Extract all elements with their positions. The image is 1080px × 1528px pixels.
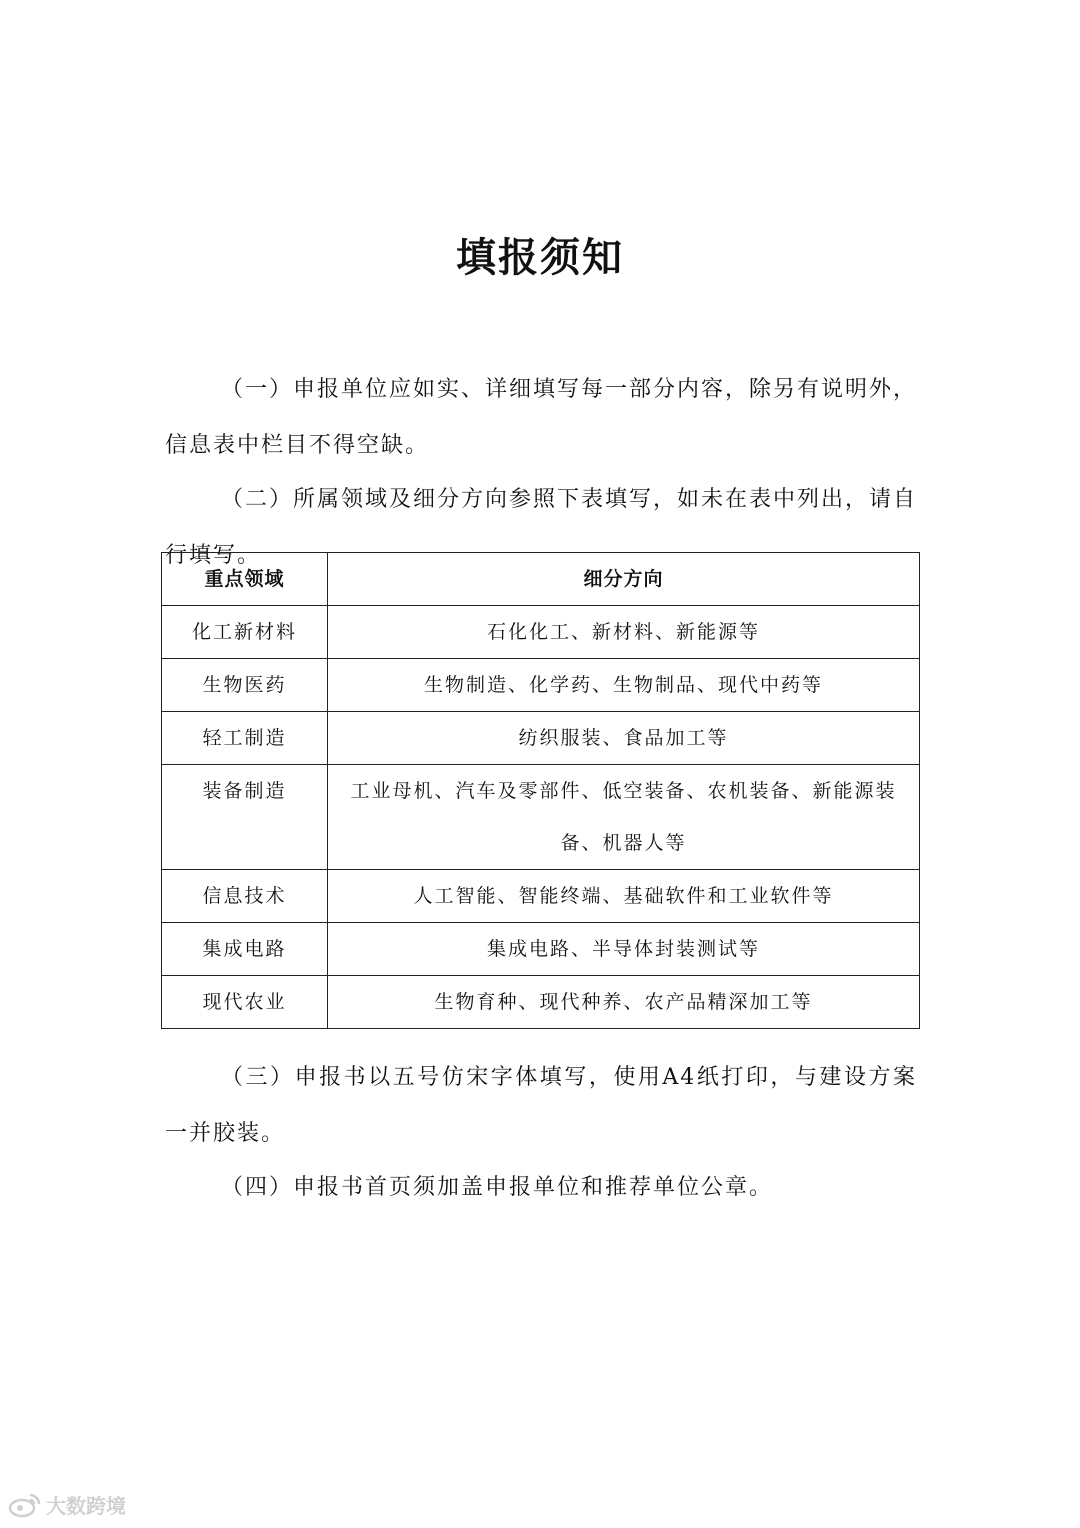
direction-cell: 集成电路、半导体封装测试等: [328, 923, 920, 976]
field-cell: 信息技术: [162, 870, 328, 923]
table-row: [162, 765, 920, 870]
instruction-paragraph-2: （二）所属领域及细分方向参照下表填写，如未在表中列出，请自行填写。: [165, 487, 918, 568]
table-row: [162, 606, 920, 659]
instruction-paragraph-1: （一）申报单位应如实、详细填写每一部分内容，除另有说明外，信息表中栏目不得空缺。: [165, 377, 918, 458]
direction-cell: 生物育种、现代种养、农产品精深加工等: [328, 976, 920, 1029]
watermark-text: 大数跨境: [46, 1494, 126, 1518]
field-direction-table: [161, 552, 920, 1029]
field-cell: 化工新材料: [162, 606, 328, 659]
table-row: [162, 976, 920, 1029]
direction-cell: 石化化工、新材料、新能源等: [328, 606, 920, 659]
instruction-paragraph-3: （三）申报书以五号仿宋字体填写，使用A4纸打印，与建设方案一并胶装。: [165, 1065, 917, 1146]
table-row: [162, 870, 920, 923]
direction-cell: 工业母机、汽车及零部件、低空装备、农机装备、新能源装备、机器人等: [328, 765, 920, 870]
field-cell: 现代农业: [162, 976, 328, 1029]
watermark: [8, 1490, 126, 1519]
field-cell: 集成电路: [162, 923, 328, 976]
instruction-paragraph-4: （四）申报书首页须加盖申报单位和推荐单位公章。: [221, 1175, 774, 1200]
table-header-row: [162, 553, 920, 606]
field-cell: 生物医药: [162, 659, 328, 712]
field-cell: 轻工制造: [162, 712, 328, 765]
weibo-logo-icon: [8, 1492, 42, 1518]
header-key-field: 重点领域: [162, 553, 328, 606]
direction-cell: 纺织服装、食品加工等: [328, 712, 920, 765]
field-cell: 装备制造: [162, 765, 328, 870]
header-sub-direction: 细分方向: [328, 553, 920, 606]
direction-cell: 生物制造、化学药、生物制品、现代中药等: [328, 659, 920, 712]
table-row: [162, 923, 920, 976]
page-title: 填报须知: [456, 235, 624, 281]
table-row: [162, 712, 920, 765]
table-row: [162, 659, 920, 712]
direction-cell: 人工智能、智能终端、基础软件和工业软件等: [328, 870, 920, 923]
